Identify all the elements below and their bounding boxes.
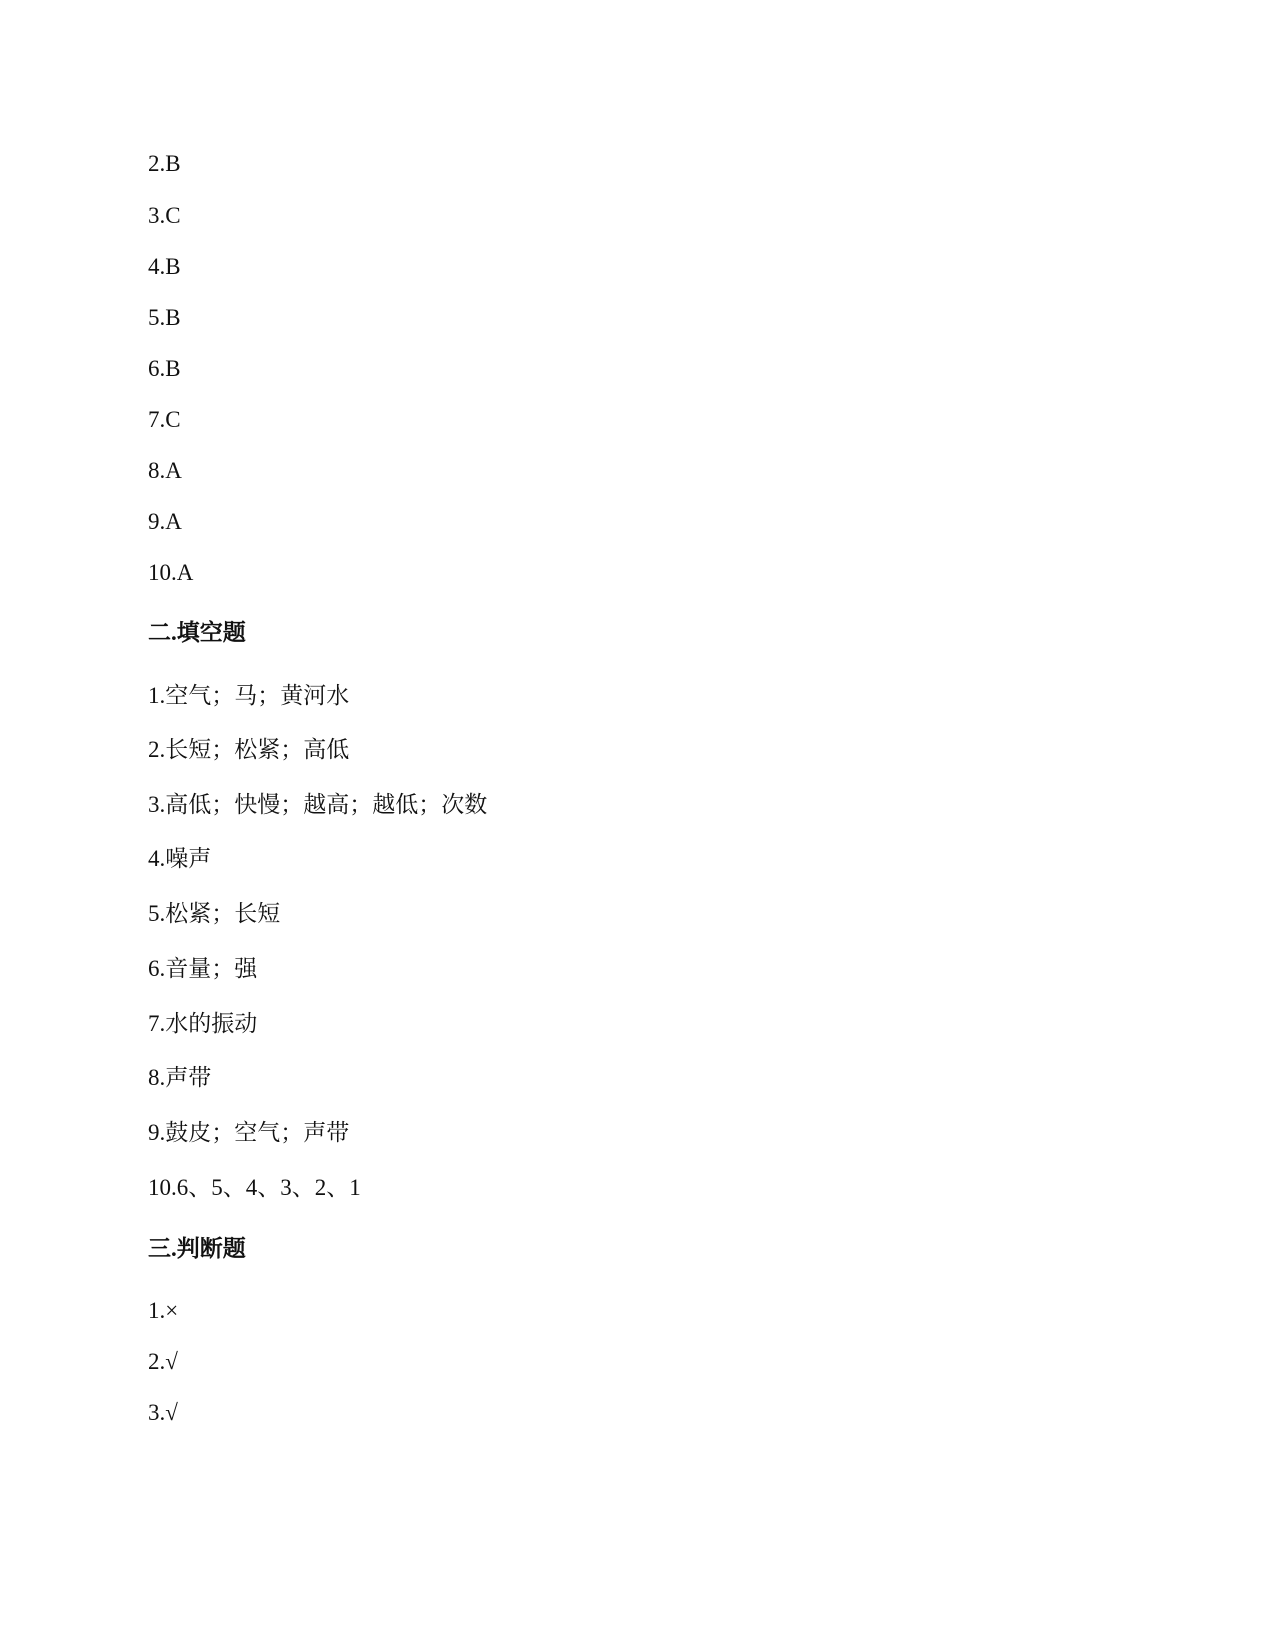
- answer-line: 10.6、5、4、3、2、1: [148, 1175, 361, 1200]
- answer-line: 10.A: [148, 560, 194, 585]
- section-heading-true-false: 三.判断题: [148, 1236, 246, 1261]
- answer-line: 1.空气；马；黄河水: [148, 683, 350, 708]
- answer-line: 5.B: [148, 305, 181, 330]
- section-heading-fill-in: 二.填空题: [148, 620, 246, 645]
- answer-line: 8.A: [148, 458, 182, 483]
- answer-line: 4.B: [148, 254, 181, 279]
- answer-line: 8.声带: [148, 1065, 212, 1090]
- answer-line: 2.长短；松紧；高低: [148, 737, 350, 762]
- answer-line: 3.√: [148, 1400, 178, 1425]
- answer-line: 9.A: [148, 509, 182, 534]
- answer-line: 9.鼓皮；空气；声带: [148, 1120, 350, 1145]
- answer-line: 5.松紧；长短: [148, 901, 281, 926]
- answer-line: 2.B: [148, 151, 181, 176]
- answer-line: 6.B: [148, 356, 181, 381]
- answer-line: 6.音量；强: [148, 956, 258, 981]
- answer-line: 2.√: [148, 1349, 178, 1374]
- answer-line: 4.噪声: [148, 846, 212, 871]
- answer-line: 3.C: [148, 203, 181, 228]
- answer-line: 7.水的振动: [148, 1011, 258, 1036]
- answer-line: 1.×: [148, 1298, 179, 1323]
- answer-line: 7.C: [148, 407, 181, 432]
- answer-line: 3.高低；快慢；越高；越低；次数: [148, 792, 488, 817]
